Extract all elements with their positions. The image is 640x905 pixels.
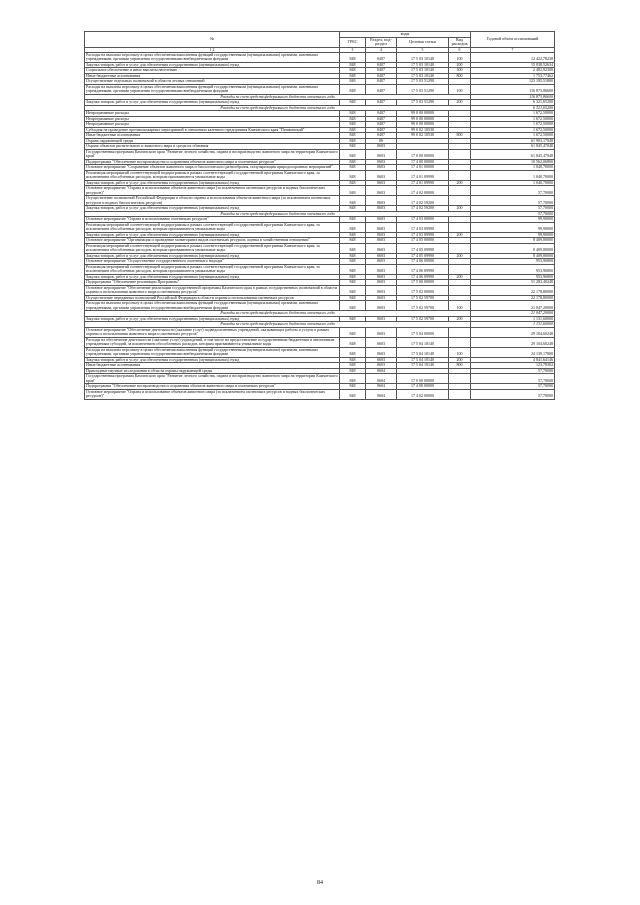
- row-name: Закупка товаров, работ и услуг для обеспечения государственных (муниципальных) нужд: [85, 253, 340, 259]
- row-section: 0603: [366, 243, 397, 253]
- row-section: 0603: [366, 274, 397, 280]
- column-index: 5: [397, 47, 449, 52]
- row-grbs: 848: [340, 264, 366, 274]
- row-sum: 1 672,50000: [471, 127, 555, 133]
- row-grbs: 848: [340, 295, 366, 301]
- row-expense-type: [449, 170, 471, 180]
- row-expense-type: [449, 285, 471, 295]
- row-sum: 22 178,80000: [471, 285, 555, 295]
- table-row: [85, 374, 555, 384]
- table-row: [85, 52, 555, 62]
- table-header: [85, 32, 555, 53]
- row-sum: 1 672,50000: [471, 122, 555, 128]
- row-sum: 22 178,80000: [471, 295, 555, 301]
- row-sum: 61 845,47048: [471, 144, 555, 150]
- row-expense-type: [449, 222, 471, 232]
- row-target-article: 17 5 03 10140: [397, 73, 449, 79]
- row-name: Закупка товаров, работ и услуг для обеспечения государственных (муниципальных) нужд: [85, 316, 340, 322]
- column-index-2: 2: [212, 47, 215, 52]
- row-expense-type: 200: [449, 232, 471, 238]
- row-target-article: 17 4 01 09990: [397, 170, 449, 180]
- row-name: Осуществление полномочий Российской Федерации в области охраны и использования объектов животного мира (за исключением охотничьих ресурсов и водных биологических ресурсов): [85, 196, 340, 206]
- row-sum: 12 422,78238: [471, 52, 555, 62]
- row-target-article: 17 5 03 51290: [397, 100, 449, 106]
- row-grbs: 848: [340, 144, 366, 150]
- row-expense-type: 200: [449, 100, 471, 106]
- note-sum: 116 873,86600: [471, 94, 555, 100]
- row-name: Непрограммные расходы: [85, 116, 340, 122]
- row-section: 0603: [366, 144, 397, 150]
- note-text: Расходы за счет средств федерального бюджета отчетного года: [85, 94, 471, 100]
- row-grbs: 848: [340, 138, 366, 144]
- row-sum: 57,70000: [471, 389, 555, 399]
- row-sum: 29 104,60248: [471, 337, 555, 347]
- row-target-article: 17 5 03 10140: [397, 52, 449, 62]
- note-sum: 1 131,60000: [471, 322, 555, 328]
- row-target-article: 17 5 04 10140: [397, 337, 449, 347]
- row-grbs: 848: [340, 280, 366, 286]
- row-grbs: 848: [340, 52, 366, 62]
- row-name: Прикладные научные исследования в области охраны окружающей среды: [85, 368, 340, 374]
- page-number: 84: [317, 880, 323, 886]
- note-sum: 6 321,65200: [471, 105, 555, 111]
- table-row: [85, 389, 555, 399]
- row-grbs: 848: [340, 62, 366, 68]
- row-section: 0603: [366, 159, 397, 165]
- row-section: 0603: [366, 357, 397, 363]
- row-grbs: 848: [340, 222, 366, 232]
- row-grbs: 848: [340, 73, 366, 79]
- row-target-article: 99 0 00 00000: [397, 116, 449, 122]
- header-section: Раздел, под-раздел: [366, 37, 397, 47]
- row-name: Расходы на выплаты персоналу в целях обеспечения выполнения функций государственными (муниципальными) органами, казенными учреждениями, органами управления государственными внебюджетными фондами: [85, 52, 340, 62]
- table-row: [85, 301, 555, 311]
- table-row: [85, 285, 555, 295]
- row-name: Государственная программа Камчатского края "Развитие лесного хозяйства, охрана и воспроизводство животного мира на территории Камчатского края": [86, 373, 338, 383]
- row-target-article: 17 4 03 09990: [397, 222, 449, 232]
- header-number: №: [85, 32, 340, 48]
- row-grbs: 848: [340, 159, 366, 165]
- row-sum: 99,90000: [471, 222, 555, 232]
- row-grbs: 848: [340, 165, 366, 171]
- row-grbs: 848: [340, 68, 366, 74]
- row-grbs: 848: [340, 111, 366, 117]
- row-name: Иные бюджетные ассигнования: [85, 363, 340, 369]
- row-expense-type: 200: [449, 253, 471, 259]
- row-expense-type: [449, 149, 471, 159]
- row-name: Основное мероприятие "Обеспечение деятельности (оказание услуг) подведомственных учреждений, оказывающих работы и услуги в рамках охраны и использования животного мира и охотничьих ресурсов": [85, 327, 340, 337]
- row-sum: 1 040,70000: [471, 180, 555, 186]
- row-expense-type: 200: [449, 62, 471, 68]
- row-target-article: 17 4 02 00000: [397, 389, 449, 399]
- row-grbs: 848: [340, 389, 366, 399]
- note-text: Расходы за счет средств федерального бюджета отчетного года: [85, 105, 471, 111]
- row-section: 0603: [366, 316, 397, 322]
- table-row: [85, 243, 555, 253]
- row-name: Подпрограмма "Обеспечение воспроизводства и сохранения объектов животного мира и охотничьих ресурсов": [85, 384, 340, 390]
- row-name: Основное мероприятие "Сохранение объектов животного мира и биологического разнообразия, популяризация природоохранных мероприятий": [85, 165, 340, 171]
- row-sum: 1 131,60000: [471, 316, 555, 322]
- row-grbs: 848: [340, 384, 366, 390]
- row-target-article: 99 0 02 10530: [397, 127, 449, 133]
- row-expense-type: [449, 196, 471, 206]
- row-grbs: 848: [340, 274, 366, 280]
- row-section: 0407: [366, 100, 397, 106]
- row-name: Подпрограмма "Обеспечение воспроизводства и сохранения объектов животного мира и охотничьих ресурсов": [85, 159, 340, 165]
- row-target-article: 17 5 04 00000: [397, 327, 449, 337]
- table-row: [85, 347, 555, 357]
- row-name: Закупка товаров, работ и услуг для обеспечения государственных (муниципальных) нужд: [85, 232, 340, 238]
- row-name: Государственная программа Камчатского края "Развитие лесного хозяйства, охрана и воспроизводство животного мира на территории Камчатского края": [86, 148, 338, 158]
- row-target-article: 17 5 03 10140: [397, 68, 449, 74]
- row-sum: 24 139,17800: [471, 347, 555, 357]
- row-section: 0603: [366, 206, 397, 212]
- row-name: Закупка товаров, работ и услуг для обеспечения государственных (муниципальных) нужд: [85, 100, 340, 106]
- table-row: [85, 327, 555, 337]
- row-section: 0407: [366, 73, 397, 79]
- row-grbs: 848: [340, 116, 366, 122]
- row-name: Непрограммные расходы: [85, 111, 340, 117]
- row-section: 0407: [366, 84, 397, 94]
- table-row: [85, 149, 555, 159]
- budget-table: [84, 31, 555, 400]
- row-target-article: 17 5 03 51290: [397, 84, 449, 94]
- row-expense-type: 100: [449, 347, 471, 357]
- row-expense-type: 200: [449, 316, 471, 322]
- row-name: Основное мероприятие "Охрана и использование охотничьих ресурсов": [85, 217, 340, 223]
- row-section: 0603: [366, 295, 397, 301]
- row-grbs: 848: [340, 253, 366, 259]
- row-grbs: 848: [340, 347, 366, 357]
- row-sum: 1 040,70000: [471, 165, 555, 171]
- row-grbs: 848: [340, 243, 366, 253]
- row-section: 0603: [366, 232, 397, 238]
- row-sum: 1 753,77462: [471, 73, 555, 79]
- row-section: 0603: [366, 347, 397, 357]
- row-name: Реализация мероприятий соответствующей подпрограммы в рамках соответствующей государственной программы Камчатского края, за исключением обособленных расходов, которым присваиваются уникальные коды: [85, 222, 340, 232]
- row-sum: 99,90000: [471, 232, 555, 238]
- row-expense-type: 200: [449, 357, 471, 363]
- row-grbs: 848: [340, 238, 366, 244]
- row-section: 0603: [366, 170, 397, 180]
- row-grbs: 848: [340, 133, 366, 139]
- row-expense-type: 800: [449, 133, 471, 139]
- row-sum: 57,70000: [471, 384, 555, 390]
- row-target-article: 17 0 00 00000: [397, 149, 449, 159]
- row-expense-type: 200: [449, 274, 471, 280]
- row-sum: 8 409,80000: [471, 253, 555, 259]
- row-target-article: 17 4 00 00000: [397, 384, 449, 390]
- row-sum: 51 283,40248: [471, 280, 555, 286]
- row-target-article: 17 4 06 09990: [397, 274, 449, 280]
- row-expense-type: [449, 264, 471, 274]
- row-section: 0407: [366, 79, 397, 85]
- row-sum: 61 845,47048: [471, 149, 555, 159]
- row-sum: 1 672,50000: [471, 116, 555, 122]
- row-name: Непрограммные расходы: [85, 122, 340, 128]
- column-index-1: 1: [209, 47, 212, 52]
- row-section: 0603: [366, 259, 397, 265]
- row-target-article: 17 4 03 00000: [397, 217, 449, 223]
- row-target-article: 17 5 02 59700: [397, 301, 449, 311]
- row-expense-type: 100: [449, 52, 471, 62]
- row-expense-type: [449, 186, 471, 196]
- row-section: 06: [366, 138, 397, 144]
- row-name: Основное мероприятие "Осуществление государственного охотничьего надзора": [85, 259, 340, 265]
- table-row: [85, 84, 555, 94]
- row-sum: 21 047,20000: [471, 301, 555, 311]
- row-name: Основное мероприятие "Обеспечение реализации государственной программы Камчатского края в рамках государственных полномочий в области охраны и использования животного мира и охотничьих ресурсов": [85, 285, 340, 295]
- row-name: Реализация мероприятий соответствующей подпрограммы в рамках соответствующей государственной программы Камчатского края, за исключением обособленных расходов, которым присваиваются уникальные коды: [85, 264, 340, 274]
- row-grbs: 848: [340, 259, 366, 265]
- note-sum: 21 047,20000: [471, 311, 555, 317]
- row-target-article: 17 5 03 10140: [397, 62, 449, 68]
- row-grbs: 848: [340, 217, 366, 223]
- row-name: Основное мероприятие "Организация и проведение мониторинга видов охотничьих ресурсов, оценка в хозяйственном отношении": [85, 238, 340, 244]
- row-section: 0407: [366, 62, 397, 68]
- table-row: [85, 337, 555, 347]
- row-grbs: 848: [340, 196, 366, 206]
- row-target-article: 17 4 02 59200: [397, 196, 449, 206]
- row-target-article: 99 0 00 00000: [397, 111, 449, 117]
- row-target-article: 17 4 06 00000: [397, 259, 449, 265]
- row-sum: 1 672,50000: [471, 111, 555, 117]
- row-sum: 8 409,80000: [471, 238, 555, 244]
- row-grbs: 848: [340, 149, 366, 159]
- row-sum: 61 903,17048: [471, 138, 555, 144]
- row-grbs: 848: [340, 79, 366, 85]
- header-annual-sum: Годовой объем ассигнований: [471, 32, 555, 48]
- row-grbs: 848: [340, 337, 366, 347]
- row-name: Иные бюджетные ассигнования: [85, 73, 340, 79]
- row-sum: 8 409,80000: [471, 243, 555, 253]
- row-section: 0407: [366, 68, 397, 74]
- row-name: Закупка товаров, работ и услуг для обеспечения государственных (муниципальных) нужд: [85, 62, 340, 68]
- row-target-article: 17 4 00 00000: [397, 159, 449, 165]
- header-codes: коды: [340, 32, 471, 38]
- row-expense-type: 800: [449, 73, 471, 79]
- row-target-article: 17 5 02 59700: [397, 295, 449, 301]
- row-sum: 953,96800: [471, 264, 555, 274]
- row-sum: 10 562,06800: [471, 159, 555, 165]
- row-sum: 57,70000: [471, 186, 555, 196]
- row-section: 0603: [366, 327, 397, 337]
- row-section: 0603: [366, 149, 397, 159]
- row-target-article: 17 4 01 09990: [397, 180, 449, 186]
- row-target-article: 17 5 00 00000: [397, 280, 449, 286]
- row-target-article: 17 5 04 10140: [397, 347, 449, 357]
- row-sum: 2 482,92308: [471, 68, 555, 74]
- row-sum: 1 040,70000: [471, 170, 555, 180]
- row-section: 0407: [366, 127, 397, 133]
- row-name: Осуществление переданных полномочий Российской Федерации в области охраны и использования охотничьих ресурсов: [85, 295, 340, 301]
- row-grbs: 848: [340, 232, 366, 238]
- row-name: Осуществление отдельных полномочий в области лесных отношений: [85, 79, 340, 85]
- row-sum: 1 672,50000: [471, 133, 555, 139]
- row-target-article: 99 0 02 10530: [397, 133, 449, 139]
- row-name: Реализация мероприятий соответствующей подпрограммы в рамках соответствующей государственной программы Камчатского края, за исключением обособленных расходов, которым присваиваются уникальные коды: [85, 243, 340, 253]
- row-grbs: 848: [340, 363, 366, 369]
- row-name: Охрана объектов растительного и животного мира и среды их обитания: [85, 144, 340, 150]
- row-target-article: 17 5 03 51290: [397, 79, 449, 85]
- row-target-article: 17 0 00 00000: [397, 374, 449, 384]
- column-index: 7: [471, 47, 555, 52]
- row-sum: 29 104,60248: [471, 327, 555, 337]
- row-name: Охрана окружающей среды: [85, 138, 340, 144]
- row-expense-type: [449, 389, 471, 399]
- row-target-article: 17 5 02 00000: [397, 285, 449, 295]
- header-grbs: ГРБС: [340, 37, 366, 47]
- row-section: 0604: [366, 389, 397, 399]
- row-sum: 6 321,65200: [471, 100, 555, 106]
- row-section: 0604: [366, 384, 397, 390]
- row-target-article: 17 5 04 10140: [397, 363, 449, 369]
- row-target-article: 17 4 05 09990: [397, 253, 449, 259]
- note-text: Расходы за счет средств федерального бюджета отчетного года: [85, 322, 471, 328]
- table-row: [85, 222, 555, 232]
- row-name: Закупка товаров, работ и услуг для обеспечения государственных (муниципальных) нужд: [85, 274, 340, 280]
- table-row: [85, 186, 555, 196]
- row-name: Реализация мероприятий соответствующей подпрограммы в рамках соответствующей государственной программы Камчатского края, за исключением обособленных расходов, которым присваиваются уникальные коды: [85, 170, 340, 180]
- row-grbs: 848: [340, 84, 366, 94]
- row-expense-type: 200: [449, 180, 471, 186]
- row-name: Субсидия на проведение противопожарных мероприятий в отношении казенного предприятия Камчатского края "Пенжинский": [85, 127, 340, 133]
- row-section: 0603: [366, 165, 397, 171]
- row-target-article: 99 0 00 00000: [397, 122, 449, 128]
- row-sum: 4 841,64146: [471, 357, 555, 363]
- row-section: 0603: [366, 186, 397, 196]
- row-grbs: 848: [340, 357, 366, 363]
- row-name: Расходы на обеспечение деятельности (оказание услуг) учреждений, в том числе на предоставление государственным бюджетным и автономным учреждениям субсидий, за исключением обособленных расходов, которым присваиваются уникальные коды: [85, 337, 340, 347]
- row-section: 0407: [366, 133, 397, 139]
- table-row: [85, 170, 555, 180]
- row-sum: 57,70000: [471, 206, 555, 212]
- row-expense-type: 100: [449, 84, 471, 94]
- row-grbs: 848: [340, 316, 366, 322]
- row-section: 0604: [366, 374, 397, 384]
- row-section: 0604: [366, 368, 397, 374]
- row-name: Основное мероприятие "Охрана и использование объектов животного мира (за исключением охотничьих ресурсов и водных биологических ресурсов)": [85, 186, 340, 196]
- row-name: Закупка товаров, работ и услуг для обеспечения государственных (муниципальных) нужд: [85, 357, 340, 363]
- row-target-article: 17 4 01 00000: [397, 165, 449, 171]
- column-index: 4: [366, 47, 397, 52]
- row-target-article: 17 5 04 10140: [397, 357, 449, 363]
- row-section: 0603: [366, 217, 397, 223]
- table-row: [85, 196, 555, 206]
- row-grbs: 848: [340, 368, 366, 374]
- row-sum: 99,90000: [471, 217, 555, 223]
- row-grbs: 848: [340, 374, 366, 384]
- row-section: 0603: [366, 253, 397, 259]
- column-index: 3: [340, 47, 366, 52]
- row-sum: 57,70000: [471, 368, 555, 374]
- note-text: Расходы за счет средств федерального бюджета отчетного года: [85, 311, 471, 317]
- row-section: 0603: [366, 363, 397, 369]
- row-section: 0603: [366, 222, 397, 232]
- row-section: 0603: [366, 285, 397, 295]
- row-expense-type: 100: [449, 301, 471, 311]
- row-grbs: 848: [340, 170, 366, 180]
- row-name: Расходы на выплаты персоналу в целях обеспечения выполнения функций государственными (муниципальными) органами, казенными учреждениями, органами управления государственными внебюджетными фондами: [85, 347, 340, 357]
- row-grbs: 848: [340, 301, 366, 311]
- row-sum: 953,96800: [471, 259, 555, 265]
- row-grbs: 848: [340, 127, 366, 133]
- row-name: Основное мероприятие "Охрана и использование объектов животного мира (за исключением охотничьих ресурсов и водных биологических ресурсов)": [85, 389, 340, 399]
- row-sum: 57,70000: [471, 374, 555, 384]
- row-section: 0603: [366, 180, 397, 186]
- row-expense-type: [449, 327, 471, 337]
- row-section: 0603: [366, 196, 397, 206]
- row-target-article: 17 4 05 00000: [397, 238, 449, 244]
- row-section: 0407: [366, 111, 397, 117]
- row-grbs: 848: [340, 100, 366, 106]
- row-section: 0407: [366, 122, 397, 128]
- row-section: 0603: [366, 337, 397, 347]
- row-grbs: 848: [340, 285, 366, 295]
- row-name: Расходы на выплаты персоналу в целях обеспечения выполнения функций государственными (муниципальными) органами, казенными учреждениями, органами управления государственными внебюджетными фондами: [85, 301, 340, 311]
- table-row: [85, 264, 555, 274]
- row-sum: 57,70000: [471, 196, 555, 206]
- row-target-article: 17 4 02 00000: [397, 186, 449, 196]
- note-sum: 57,70000: [471, 211, 555, 217]
- note-text: Расходы за счет средств федерального бюджета отчетного года: [85, 211, 471, 217]
- row-grbs: 848: [340, 327, 366, 337]
- row-section: 0603: [366, 264, 397, 274]
- row-sum: 116 873,86600: [471, 84, 555, 94]
- row-section: 0407: [366, 52, 397, 62]
- row-expense-type: 200: [449, 206, 471, 212]
- row-target-article: 17 4 02 59200: [397, 206, 449, 212]
- row-grbs: 848: [340, 186, 366, 196]
- row-name: Закупка товаров, работ и услуг для обеспечения государственных (муниципальных) нужд: [85, 206, 340, 212]
- row-name: Социальное обеспечение и иные выплаты населению: [85, 68, 340, 74]
- row-sum: 15 038,52634: [471, 62, 555, 68]
- row-expense-type: [449, 243, 471, 253]
- header-target-article: Целевая статья: [397, 37, 449, 47]
- row-target-article: 17 4 06 09990: [397, 264, 449, 274]
- row-expense-type: [449, 337, 471, 347]
- row-expense-type: [449, 374, 471, 384]
- row-target-article: 17 4 05 09990: [397, 243, 449, 253]
- row-target-article: 17 4 03 09990: [397, 232, 449, 238]
- row-section: 0603: [366, 238, 397, 244]
- row-sum: 123 195,51800: [471, 79, 555, 85]
- row-sum: 953,96800: [471, 274, 555, 280]
- header-expense-type: Вид расходов: [449, 37, 471, 47]
- row-target-article: 17 5 02 59700: [397, 316, 449, 322]
- row-section: 0603: [366, 280, 397, 286]
- row-grbs: 848: [340, 122, 366, 128]
- row-expense-type: 300: [449, 68, 471, 74]
- row-grbs: 848: [340, 180, 366, 186]
- row-expense-type: 800: [449, 363, 471, 369]
- row-name: Расходы на выплаты персоналу в целях обеспечения выполнения функций государственными (муниципальными) органами, казенными учреждениями, органами управления государственными внебюджетными фондами: [85, 84, 340, 94]
- row-name: Иные бюджетные ассигнования: [85, 133, 340, 139]
- row-section: 0407: [366, 116, 397, 122]
- row-name: Закупка товаров, работ и услуг для обеспечения государственных (муниципальных) нужд: [85, 180, 340, 186]
- row-name: Подпрограмма "Обеспечение реализации Программы": [85, 280, 340, 286]
- row-sum: 123,78302: [471, 363, 555, 369]
- table-body: [85, 52, 555, 399]
- row-grbs: 848: [340, 206, 366, 212]
- column-index: 6: [449, 47, 471, 52]
- row-section: 0603: [366, 301, 397, 311]
